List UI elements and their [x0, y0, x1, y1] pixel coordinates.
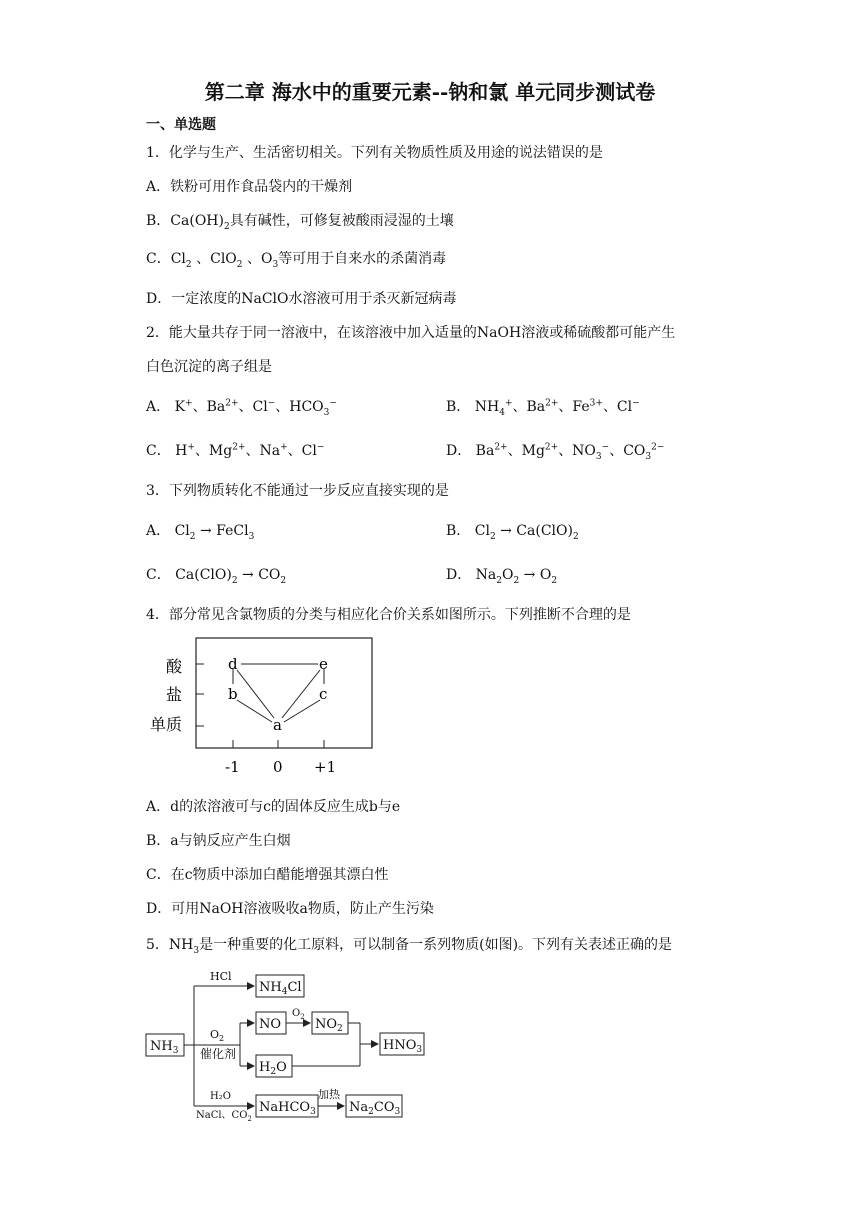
option-label: B．: [446, 399, 471, 415]
box-hno3-label: $HNO_3$: [383, 1038, 423, 1055]
point-a: a: [273, 716, 282, 734]
question-3-stem: 3．下列物质转化不能通过一步反应直接实现的是: [146, 483, 449, 499]
formula: Ca(OH): [170, 213, 224, 229]
y-label-salt: 盐: [166, 685, 183, 704]
question-5-stem: 5．$NH_3$是一种重要的化工原料，可以制备一系列物质(如图)。下列有关表述正确的是: [146, 937, 673, 956]
box-nh3-label: $NH_3$: [150, 1039, 179, 1056]
question-1-option-b: [146, 210, 454, 230]
option-label: B．: [446, 523, 471, 539]
x-label-zero: 0: [273, 758, 283, 776]
question-text: 是一种重要的化工原料，可以制备一系列物质(如图)。下列有关表述正确的是: [199, 937, 673, 953]
question-2-option-a: A． K+、$Ba^{2+}$、Cl−、$HCO_3^-$: [146, 398, 337, 418]
box-nh4cl-label: $NH_4Cl$: [259, 980, 302, 997]
question-4-option-c: C．在c物质中添加白醋能增强其漂白性: [146, 867, 389, 883]
label-hcl: HCl: [210, 970, 232, 983]
option-text: 具有碱性，可修复被酸雨浸湿的土壤: [229, 213, 454, 229]
label-heat: 加热: [318, 1088, 340, 1101]
box-h2o-label: $H_2O$: [259, 1060, 287, 1077]
point-c: c: [319, 685, 328, 703]
box-na2co3-label: $Na_2CO_3$: [349, 1100, 401, 1117]
formula-sub: 2: [223, 221, 230, 232]
question-3-option-c: C． $Ca(ClO)_2 \to CO_2$: [146, 567, 287, 586]
label-o2: $O_2$: [210, 1028, 225, 1043]
option-label: C．: [146, 567, 171, 583]
edge-d-a: [237, 670, 274, 718]
box-nahco3-label: NaHCO$_3$: [259, 1100, 316, 1117]
question-4-option-d: D．可用NaOH溶液吸收a物质，防止产生污染: [146, 901, 434, 917]
question-4-option-a: A．d的浓溶液可与c的固体反应生成b与e: [146, 799, 401, 815]
option-label: A．: [146, 523, 171, 539]
x-label-minus1: -1: [225, 758, 240, 776]
page-title: 第二章 海水中的重要元素--钠和氯 单元同步测试卷: [204, 80, 656, 104]
question-2-stem-line1: 2．能大量共存于同一溶液中，在该溶液中加入适量的NaOH溶液或稀硫酸都可能产生: [146, 325, 676, 341]
question-1-option-a: A．铁粉可用作食品袋内的干燥剂: [146, 179, 353, 195]
label-o2-small: $O_2$: [292, 1008, 305, 1021]
point-d: d: [228, 655, 238, 673]
label-nacl-co2: NaCl、$CO_2$: [196, 1110, 252, 1122]
edge-e-a: [282, 670, 320, 718]
label-catalyst: 催化剂: [200, 1047, 237, 1061]
point-b: b: [228, 685, 238, 703]
question-2-option-d: D． $Ba^{2+}$、$Mg^{2+}$、$NO_3^-$、$CO_3^{2-}$: [446, 442, 665, 462]
diagram-frame: [196, 638, 372, 748]
question-number: 5．: [146, 937, 169, 953]
question-2-stem-line2: 白色沉淀的离子组是: [146, 359, 272, 375]
option-label: D．: [446, 567, 472, 583]
edge-c-a: [284, 700, 320, 722]
option-label: B．: [146, 213, 171, 229]
option-text: 等可用于自来水的杀菌消毒: [278, 251, 447, 267]
y-label-acid: 酸: [166, 657, 183, 676]
question-1-option-c: C．$Cl_2$ 、ClO$_2$ 、$O_3$等可用于自来水的杀菌消毒: [146, 251, 447, 270]
box-no-label: NO: [259, 1017, 282, 1032]
question-4-option-b: B．a与钠反应产生白烟: [146, 833, 291, 849]
question-3-option-a: A． $Cl_2$ → FeCl$_3$: [146, 523, 255, 542]
question-1-stem: 1．化学与生产、生活密切相关。下列有关物质性质及用途的说法错误的是: [146, 145, 603, 161]
y-label-element: 单质: [150, 715, 183, 734]
label-h2o: H₂O: [210, 1091, 231, 1102]
chlorine-valence-diagram: [146, 636, 386, 782]
question-4-stem: 4．部分常见含氯物质的分类与相应化合价关系如图所示。下列推断不合理的是: [146, 607, 631, 623]
question-1-option-d: D．一定浓度的NaClO水溶液可用于杀灭新冠病毒: [146, 291, 457, 307]
question-2-option-c: C． H+、$Mg^{2+}$、Na+、Cl−: [146, 442, 325, 459]
edge-b-a: [237, 700, 272, 722]
question-3-option-b: B． $Cl_2 \to Ca(ClO)_2$: [446, 523, 579, 542]
section-heading: 一、单选题: [146, 117, 216, 133]
option-label: C．: [146, 251, 171, 267]
ammonia-flow-diagram: [144, 966, 444, 1122]
option-label: A．: [146, 399, 171, 415]
point-e: e: [319, 655, 328, 673]
option-label: C．: [146, 443, 171, 459]
x-label-plus1: +1: [314, 758, 337, 776]
question-3-option-d: D． $Na_2O_2 \to O_2$: [446, 567, 558, 586]
option-label: D．: [446, 443, 472, 459]
question-2-option-b: B． $NH_4^+$、$Ba^{2+}$、$Fe^{3+}$、Cl−: [446, 398, 640, 418]
box-no2-label: $NO_2$: [315, 1017, 343, 1034]
